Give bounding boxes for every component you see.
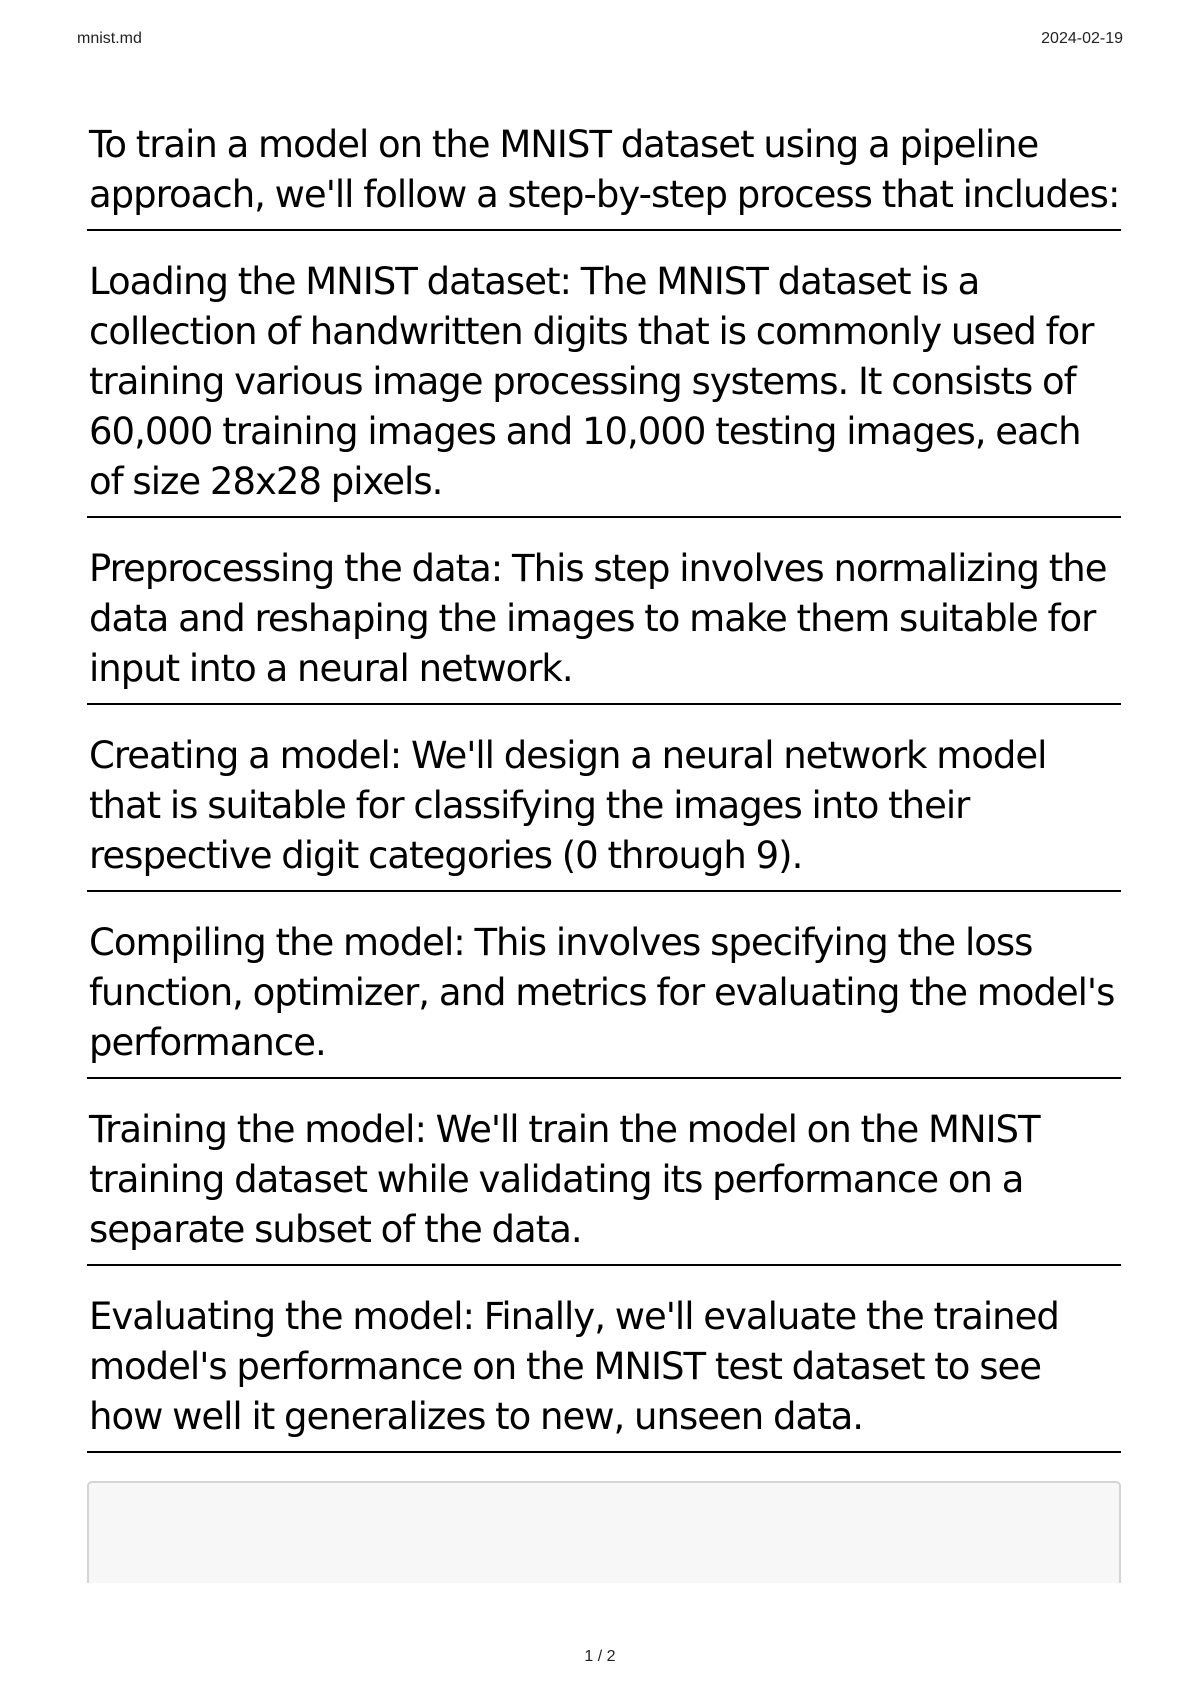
step-creating-paragraph: Creating a model: We'll design a neural network model that is suitable for classifying the images into their respective digit categories (0 through 9). [89,734,1047,877]
step-compiling-paragraph: Compiling the model: This involves specifying the loss function, optimizer, and metrics for evaluating the model's performance. [89,921,1115,1064]
step-evaluating-block [87,1266,1121,1453]
code-block [87,1481,1121,1583]
page-number: 1 / 2 [584,1648,616,1665]
step-compiling-block [87,892,1121,1079]
step-training-paragraph: Training the model: We'll train the model on the MNIST training dataset while validating its performance on a separate subset of the data. [89,1108,1040,1251]
document-body [87,118,1121,1583]
step-loading-block [87,231,1121,518]
step-preprocessing-block [87,518,1121,705]
step-preprocessing-paragraph: Preprocessing the data: This step involves normalizing the data and reshaping the images to make them suitable for input into a neural network. [89,547,1107,690]
step-creating-block [87,705,1121,892]
file-name: mnist.md [77,30,142,47]
print-date: 2024-02-19 [1041,30,1123,47]
page-header [77,30,1123,50]
step-evaluating-paragraph: Evaluating the model: Finally, we'll evaluate the trained model's performance on the MNIST test dataset to see how well it generalizes to new, unseen data. [89,1295,1059,1438]
intro-paragraph: To train a model on the MNIST dataset using a pipeline approach, we'll follow a step-by-step process that includes: [89,123,1120,216]
step-loading-paragraph: Loading the MNIST dataset: The MNIST dataset is a collection of handwritten digits that is commonly used for training various image processing systems. It consists of 60,000 training images and 10,000 testing images, each of size 28x28 pixels. [89,260,1094,503]
step-training-block [87,1079,1121,1266]
intro-paragraph-block [87,118,1121,231]
